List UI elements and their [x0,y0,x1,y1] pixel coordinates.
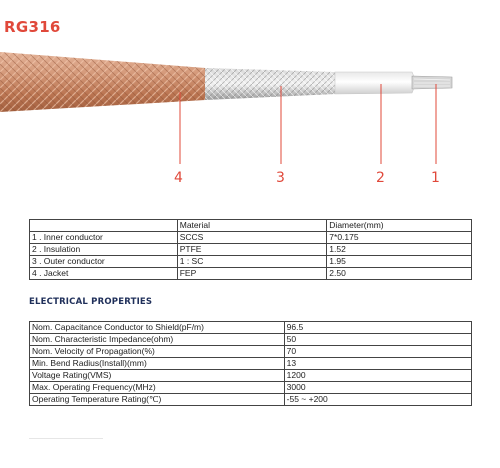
callout-insulation: 2 [376,170,385,186]
electrical-properties-heading: ELECTRICAL PROPERTIES [29,297,153,307]
table-row [30,256,472,268]
table-row [30,358,472,370]
diameter-cell: 1.52 [327,244,472,256]
property-cell: Nom. Capacitance Conductor to Shield(pF/m) [30,322,285,334]
callout-inner-conductor: 1 [431,170,440,186]
table-row [30,244,472,256]
value-cell: 13 [284,358,471,370]
material-cell: PTFE [177,244,327,256]
property-cell: Voltage Rating(VMS) [30,370,285,382]
table-row [30,394,472,406]
property-cell: Nom. Characteristic Impedance(ohm) [30,334,285,346]
value-cell: 96.5 [284,322,471,334]
diameter-cell: 2.50 [327,268,472,280]
component-cell: 4 . Jacket [30,268,178,280]
material-cell: SCCS [177,232,327,244]
value-cell: 70 [284,346,471,358]
value-cell: 3000 [284,382,471,394]
header-cell: Diameter(mm) [327,220,472,232]
product-title: RG316 [4,18,61,36]
table-row [30,232,472,244]
table-row [30,370,472,382]
table-row [30,382,472,394]
table-row [30,346,472,358]
material-cell: 1 : SC [177,256,327,268]
table-header-row [30,220,472,232]
property-cell: Nom. Velocity of Propagation(%) [30,346,285,358]
header-cell [30,220,178,232]
diameter-cell: 1.95 [327,256,472,268]
callout-outer-conductor: 3 [276,170,285,186]
component-cell: 2 . Insulation [30,244,178,256]
component-cell: 1 . Inner conductor [30,232,178,244]
material-cell: FEP [177,268,327,280]
divider [29,438,103,439]
property-cell: Operating Temperature Rating(℃) [30,394,285,406]
property-cell: Max. Operating Frequency(MHz) [30,382,285,394]
inner-conductor-section [412,76,452,89]
header-cell: Material [177,220,327,232]
callout-jacket: 4 [174,170,183,186]
electrical-properties-table [29,321,472,406]
diameter-cell: 7*0.175 [327,232,472,244]
property-cell: Min. Bend Radius(Install)(mm) [30,358,285,370]
value-cell: -55 ~ +200 [284,394,471,406]
coax-cable-illustration [0,0,500,170]
table-row [30,268,472,280]
table-row [30,322,472,334]
table-row [30,334,472,346]
component-cell: 3 . Outer conductor [30,256,178,268]
insulation-section [335,72,415,94]
construction-table [29,219,472,280]
value-cell: 1200 [284,370,471,382]
value-cell: 50 [284,334,471,346]
